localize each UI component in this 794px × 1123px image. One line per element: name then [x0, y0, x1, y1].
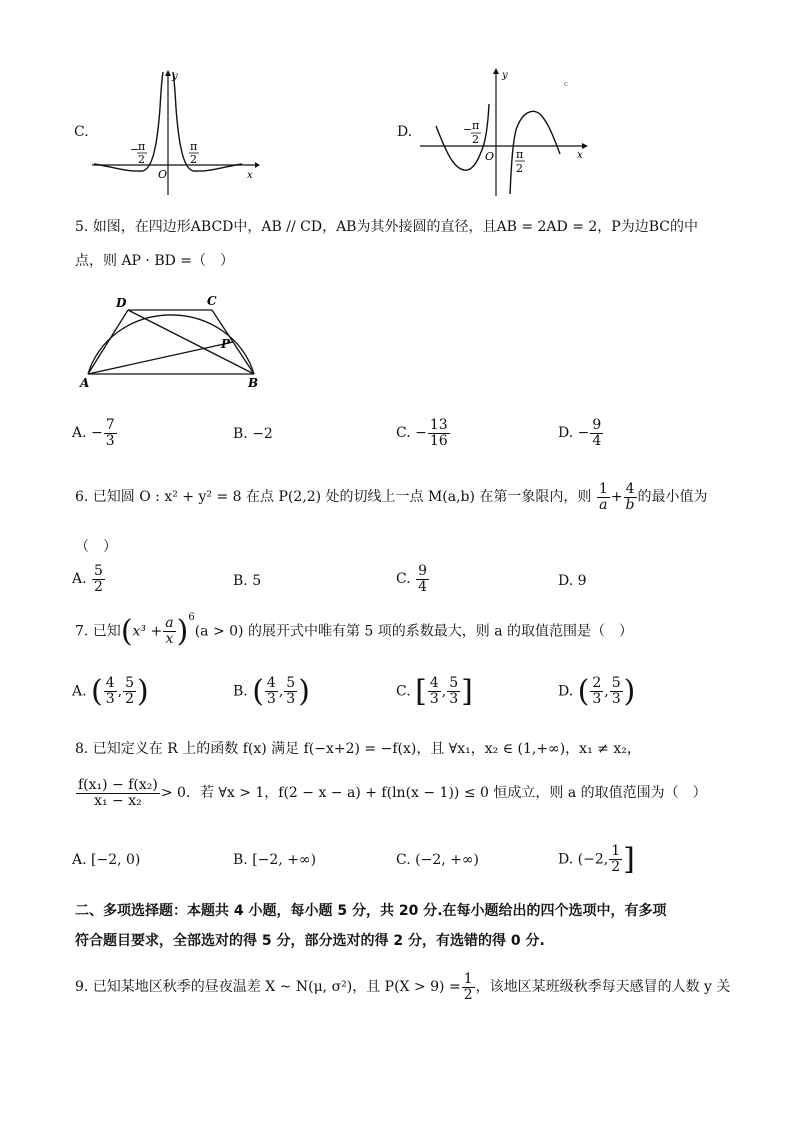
q5-seg-AD: [88, 310, 128, 374]
q4c-curve-left: [94, 72, 163, 171]
q6-stem-line1: 6. 已知圆 O : x² + y² = 8 在点 P(2,2) 处的切线上一点 M(a,b) 在第一象限内，则 $\frac{1}{a}$ + $\frac{4}{b}$ 的最小值为: [75, 481, 708, 513]
q4c-x-label: x: [247, 170, 253, 181]
q7-stem: 7. 已知(x³ + $\frac{a}{x}$ )$^6$(a > 0) 的展开式中唯有第 5 项的系数最大，则 a 的取值范围是（ ）: [75, 611, 633, 649]
q9-stem-line1: 9. 已知某地区秋季的昼夜温差 X ~ N(μ, σ²)，且 P(X > 9) = $\frac{1}{2}$ ，该地区某班级秋季每天感冒的人数 y 关: [75, 971, 731, 1003]
q8-option-b[interactable]: B. [−2, +∞): [233, 852, 317, 868]
q4d-pos-two: 2: [516, 162, 523, 175]
q8-stem-line1: 8. 已知定义在 R 上的函数 f(x) 满足 f(−x+2) = −f(x)，且 ∀x₁，x₂ ∈ (1,+∞)，x₁ ≠ x₂，: [75, 741, 641, 757]
q4-option-c-label: C.: [74, 124, 89, 140]
q4-option-d-label: D.: [397, 124, 413, 140]
q5-figure: [78, 290, 268, 390]
q4c-y-label: y: [172, 71, 178, 82]
q4d-neg-sign: −: [463, 123, 473, 136]
q7-option-b[interactable]: B. ( $\frac{4}{3}$ , $\frac{5}{3}$ ): [233, 674, 310, 709]
q5-seg-AP: [88, 342, 233, 374]
q7-option-a[interactable]: A. ( $\frac{4}{3}$ , $\frac{5}{2}$ ): [72, 674, 149, 709]
q6-stem-line2: （ ）: [75, 539, 117, 555]
q4c-neg-pi: π: [138, 140, 146, 153]
q5-option-b[interactable]: B. −2: [233, 426, 273, 442]
q6-option-a[interactable]: A. $\frac{5}{2}$: [72, 563, 103, 595]
q8-option-a[interactable]: A. [−2, 0): [72, 852, 141, 868]
q5-stem-line2: 点，则 AP · BD =（ ）: [75, 253, 235, 269]
q4d-y-label: y: [502, 70, 508, 81]
q4d-x-label: x: [577, 150, 583, 161]
q5-label-P: P: [221, 337, 231, 351]
q6-option-b[interactable]: B. 5: [233, 573, 262, 589]
q4d-neg-two: 2: [472, 133, 479, 146]
q5-label-C: C: [207, 294, 217, 308]
q5-option-c[interactable]: C. − $\frac{13}{16}$: [396, 417, 448, 449]
q5-label-B: B: [248, 376, 259, 390]
q6-option-d[interactable]: D. 9: [558, 573, 587, 589]
q6-option-c[interactable]: C. $\frac{9}{4}$: [396, 563, 428, 595]
svg-text:c: c: [564, 80, 568, 88]
q4c-origin: O: [158, 168, 168, 181]
q4d-origin: O: [485, 150, 495, 163]
q4c-neg-sign: −: [130, 143, 140, 156]
q4c-neg-two: 2: [138, 153, 145, 166]
q4c-pos-two: 2: [190, 153, 197, 166]
q4-graph-c: [90, 68, 260, 198]
q4d-curve-left: [436, 104, 489, 170]
q4d-x-arrow: [582, 143, 588, 149]
q7-option-c[interactable]: C. [ $\frac{4}{3}$ , $\frac{5}{3}$ ]: [396, 674, 473, 709]
q8-option-c[interactable]: C. (−2, +∞): [396, 852, 479, 868]
q4c-curve-right: [173, 72, 242, 171]
q8-stem-line2: $\frac{\text{f(x₁) − f(x₂)}}{\text{x₁ − x₂}}$ > 0．若 ∀x > 1，f(2 − x − a) + f(ln(x − 1)) ≤ 0 恒成立，则 a 的取值范围为（ ）: [78, 777, 707, 809]
q4c-y-arrow: [165, 70, 171, 76]
q7-option-d[interactable]: D. ( $\frac{2}{3}$ , $\frac{5}{3}$ ): [558, 674, 636, 709]
section2-heading-line1: 二、多项选择题：本题共 4 小题，每小题 5 分，共 20 分.在每小题给出的四个选项中，有多项: [75, 903, 667, 919]
q4-graph-d: [418, 64, 590, 199]
q8-option-d[interactable]: D. (−2, $\frac{1}{2}$ ]: [558, 842, 635, 877]
q5-option-d[interactable]: D. − $\frac{9}{4}$: [558, 417, 602, 449]
q4d-pos-pi: π: [516, 148, 524, 161]
q4c-pos-pi: π: [190, 140, 198, 153]
q4c-x-arrow: [255, 162, 260, 168]
q5-option-a[interactable]: A. − $\frac{7}{3}$: [72, 417, 115, 449]
q4d-y-arrow: [493, 68, 499, 74]
q5-label-D: D: [116, 296, 127, 310]
q4d-neg-pi: π: [472, 119, 480, 132]
q5-label-A: A: [80, 376, 90, 390]
section2-heading-line2: 符合题目要求，全部选对的得 5 分，部分选对的得 2 分，有选错的得 0 分.: [75, 933, 545, 949]
q5-stem-line1: 5. 如图，在四边形ABCD中，AB // CD，AB为其外接圆的直径，且AB = 2AD = 2，P为边BC的中: [75, 219, 698, 235]
